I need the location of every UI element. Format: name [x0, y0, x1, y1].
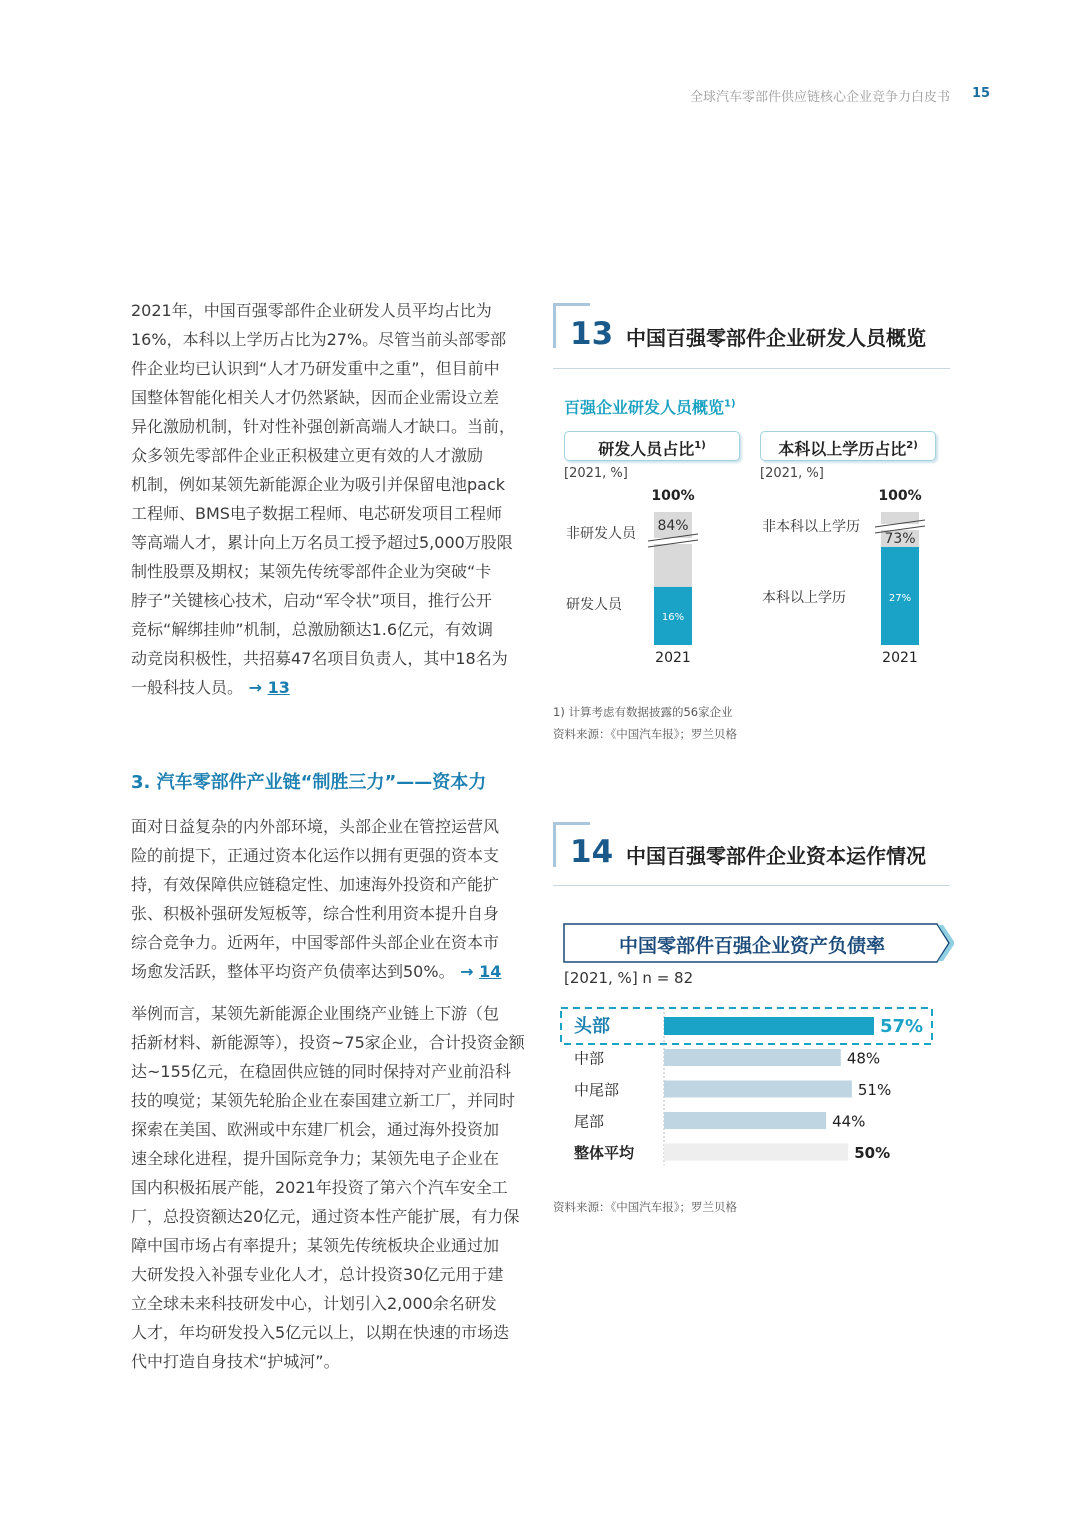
data-label: 50%: [854, 1144, 891, 1162]
figure-14-source: 资料来源：《中国汽车报》；罗兰贝格: [553, 1200, 737, 1214]
para1-line: 机制，例如某领先新能源企业为吸引并保留电池pack: [131, 475, 506, 494]
bar-non-segment: [654, 544, 692, 587]
figure-14-rule: [553, 885, 950, 886]
chart-degree-ratio-title: 本科以上学历占比$^{2)}$: [760, 431, 936, 461]
data-label: 48%: [846, 1049, 881, 1068]
figure-link[interactable]: 14: [479, 962, 502, 981]
para3-line: 人才，年均研发投入5亿元以上，以期在快速的市场迭: [131, 1323, 510, 1342]
legend-non-rd: 非研发人员: [566, 526, 636, 542]
data-label: 16%: [661, 611, 685, 623]
para2-line: 面对日益复杂的内外部环境，头部企业在管控运营风: [131, 817, 500, 836]
para2-line: 持，有效保障供应链稳定性、加速海外投资和产能扩: [131, 875, 500, 894]
figure-13-rule: [553, 368, 950, 369]
figure-14-banner-label: 中国零部件百强企业资产负债率: [618, 935, 885, 957]
para3-line: 立全球未来科技研发中心，计划引入2,000余名研发: [131, 1294, 497, 1313]
x-tick-label: 2021: [882, 650, 918, 666]
para3-line: 速全球化进程，提升国际竞争力；某领先电子企业在: [131, 1149, 500, 1168]
x-tick-label: 2021: [655, 650, 691, 666]
bar: [664, 1081, 852, 1098]
para2-line: 险的前提下，正通过资本化运作以拥有更强的资本支: [131, 846, 500, 865]
bar: [664, 1112, 826, 1129]
para1-line: 件企业均已认识到“人才乃研发重中之重”，但目前中: [131, 359, 500, 378]
data-label: 73%: [884, 531, 916, 547]
bar: [664, 1017, 874, 1035]
page-number: 15: [972, 86, 991, 101]
chart-degree-unit: [2021, %]: [760, 466, 824, 481]
figure-13-title: 中国百强零部件企业研发人员概览: [626, 326, 926, 350]
para3-line: 探索在美国、欧洲或中东建厂机会，通过海外投资加: [131, 1120, 500, 1139]
para2-line: 综合竞争力。近两年，中国零部件头部企业在资本市: [131, 933, 500, 952]
figure-14-unit: [2021, %] n = 82: [564, 969, 694, 987]
para1-line: 2021年，中国百强零部件企业研发人员平均占比为: [131, 301, 492, 320]
bar-non-segment-top: [881, 512, 919, 524]
para2-line: 场愈发活跃，整体平均资产负债率达到50%。 → 14: [131, 962, 502, 981]
para1-line: 异化激励机制，针对性补强创新高端人才缺口。当前，: [131, 417, 516, 436]
figure-14-number: 14: [570, 834, 614, 870]
arrow-icon: →: [243, 678, 268, 697]
para3-line: 技的嗅觉；某领先轮胎企业在泰国建立新工厂，并同时: [131, 1091, 516, 1110]
para3-line: 障中国市场占有率提升；某领先传统板块企业通过加: [131, 1236, 500, 1255]
chart-debt-ratio: [560, 1003, 940, 1173]
data-label: 27%: [888, 593, 912, 604]
category-label: 尾部: [574, 1112, 605, 1131]
para1-line: 制性股票及期权；某领先传统零部件企业为突破“卡: [131, 562, 492, 581]
figure-13-number: 13: [570, 316, 614, 352]
para3-line: 国内积极拓展产能，2021年投资了第六个汽车安全工: [131, 1178, 508, 1197]
para3-line: 括新材料、新能源等），投资~75家企业，合计投资金额: [131, 1033, 525, 1052]
section-heading: 3. 汽车零部件产业链“制胜三力”——资本力: [131, 772, 487, 793]
para1-line: 脖子”关键核心技术，启动“军令状”项目，推行公开: [131, 591, 492, 610]
para1-line: 等高端人才，累计向上万名员工授予超过5,000万股限: [131, 533, 513, 552]
para1-line: 动竞岗积极性，共招募47名项目负责人，其中18名为: [131, 649, 508, 668]
figure-13-subtitle: 百强企业研发人员概览$^{1)}$: [564, 398, 736, 417]
chart-rd-unit: [2021, %]: [564, 466, 628, 481]
figure-13-source: 资料来源：《中国汽车报》；罗兰贝格: [553, 727, 737, 741]
data-label: 57%: [880, 1016, 924, 1037]
chart-degree-ratio: [867, 482, 937, 672]
legend-degree: 本科以上学历: [762, 590, 846, 606]
para2-line: 张、积极补强研发短板等，综合性利用资本提升自身: [131, 904, 500, 923]
bar: [664, 1049, 841, 1066]
total-label: 100%: [878, 488, 922, 504]
para3-line: 厂，总投资额达20亿元，通过资本性产能扩展，有力保: [131, 1207, 520, 1226]
category-label: 中尾部: [574, 1081, 620, 1099]
para1-line: 竞标“解绑挂帅”机制，总激励额达1.6亿元，有效调: [131, 620, 494, 639]
document-title: 全球汽车零部件供应链核心企业竞争力白皮书: [689, 90, 950, 105]
para1-line: 16%，本科以上学历占比为27%。尽管当前头部零部: [131, 330, 507, 349]
figure-14-title: 中国百强零部件企业资本运作情况: [626, 844, 926, 868]
para3-line: 举例而言，某领先新能源企业围绕产业链上下游（包: [131, 1004, 500, 1023]
category-label: 中部: [574, 1049, 605, 1068]
data-label: 84%: [657, 518, 689, 534]
para1-line: 国整体智能化相关人才仍然紧缺，因而企业需设立差: [131, 388, 500, 407]
bar: [664, 1144, 848, 1161]
para1-line: 众多领先零部件企业正积极建立更有效的人才激励: [131, 446, 484, 465]
category-label: 头部: [574, 1016, 610, 1037]
chart-rd-ratio: [640, 482, 710, 672]
data-label: 51%: [857, 1081, 892, 1099]
category-label: 整体平均: [574, 1144, 635, 1162]
data-label: 44%: [832, 1112, 866, 1131]
para1-line: 一般科技人员。 → 13: [131, 678, 290, 697]
para3-line: 大研发投入补强专业化人才，总计投资30亿元用于建: [131, 1265, 504, 1284]
arrow-icon: →: [454, 962, 480, 981]
legend-rd: 研发人员: [566, 597, 622, 613]
total-label: 100%: [651, 488, 695, 504]
para3-line: 代中打造自身技术“护城河”。: [131, 1352, 340, 1371]
para3-line: 达~155亿元，在稳固供应链的同时保持对产业前沿科: [131, 1062, 511, 1081]
paragraph-capital: [131, 812, 531, 986]
chart-rd-ratio-title: 研发人员占比$^{1)}$: [564, 431, 740, 461]
paragraph-rd-talent: [131, 296, 531, 702]
para1-line: 工程师、BMS电子数据工程师、电芯研发项目工程师: [131, 504, 502, 523]
figure-link[interactable]: 13: [267, 678, 290, 697]
figure-13-footnote: 1) 计算考虑有数据披露的56家企业: [553, 705, 733, 719]
legend-non-degree: 非本科以上学历: [762, 519, 860, 535]
paragraph-examples: [131, 999, 531, 1376]
